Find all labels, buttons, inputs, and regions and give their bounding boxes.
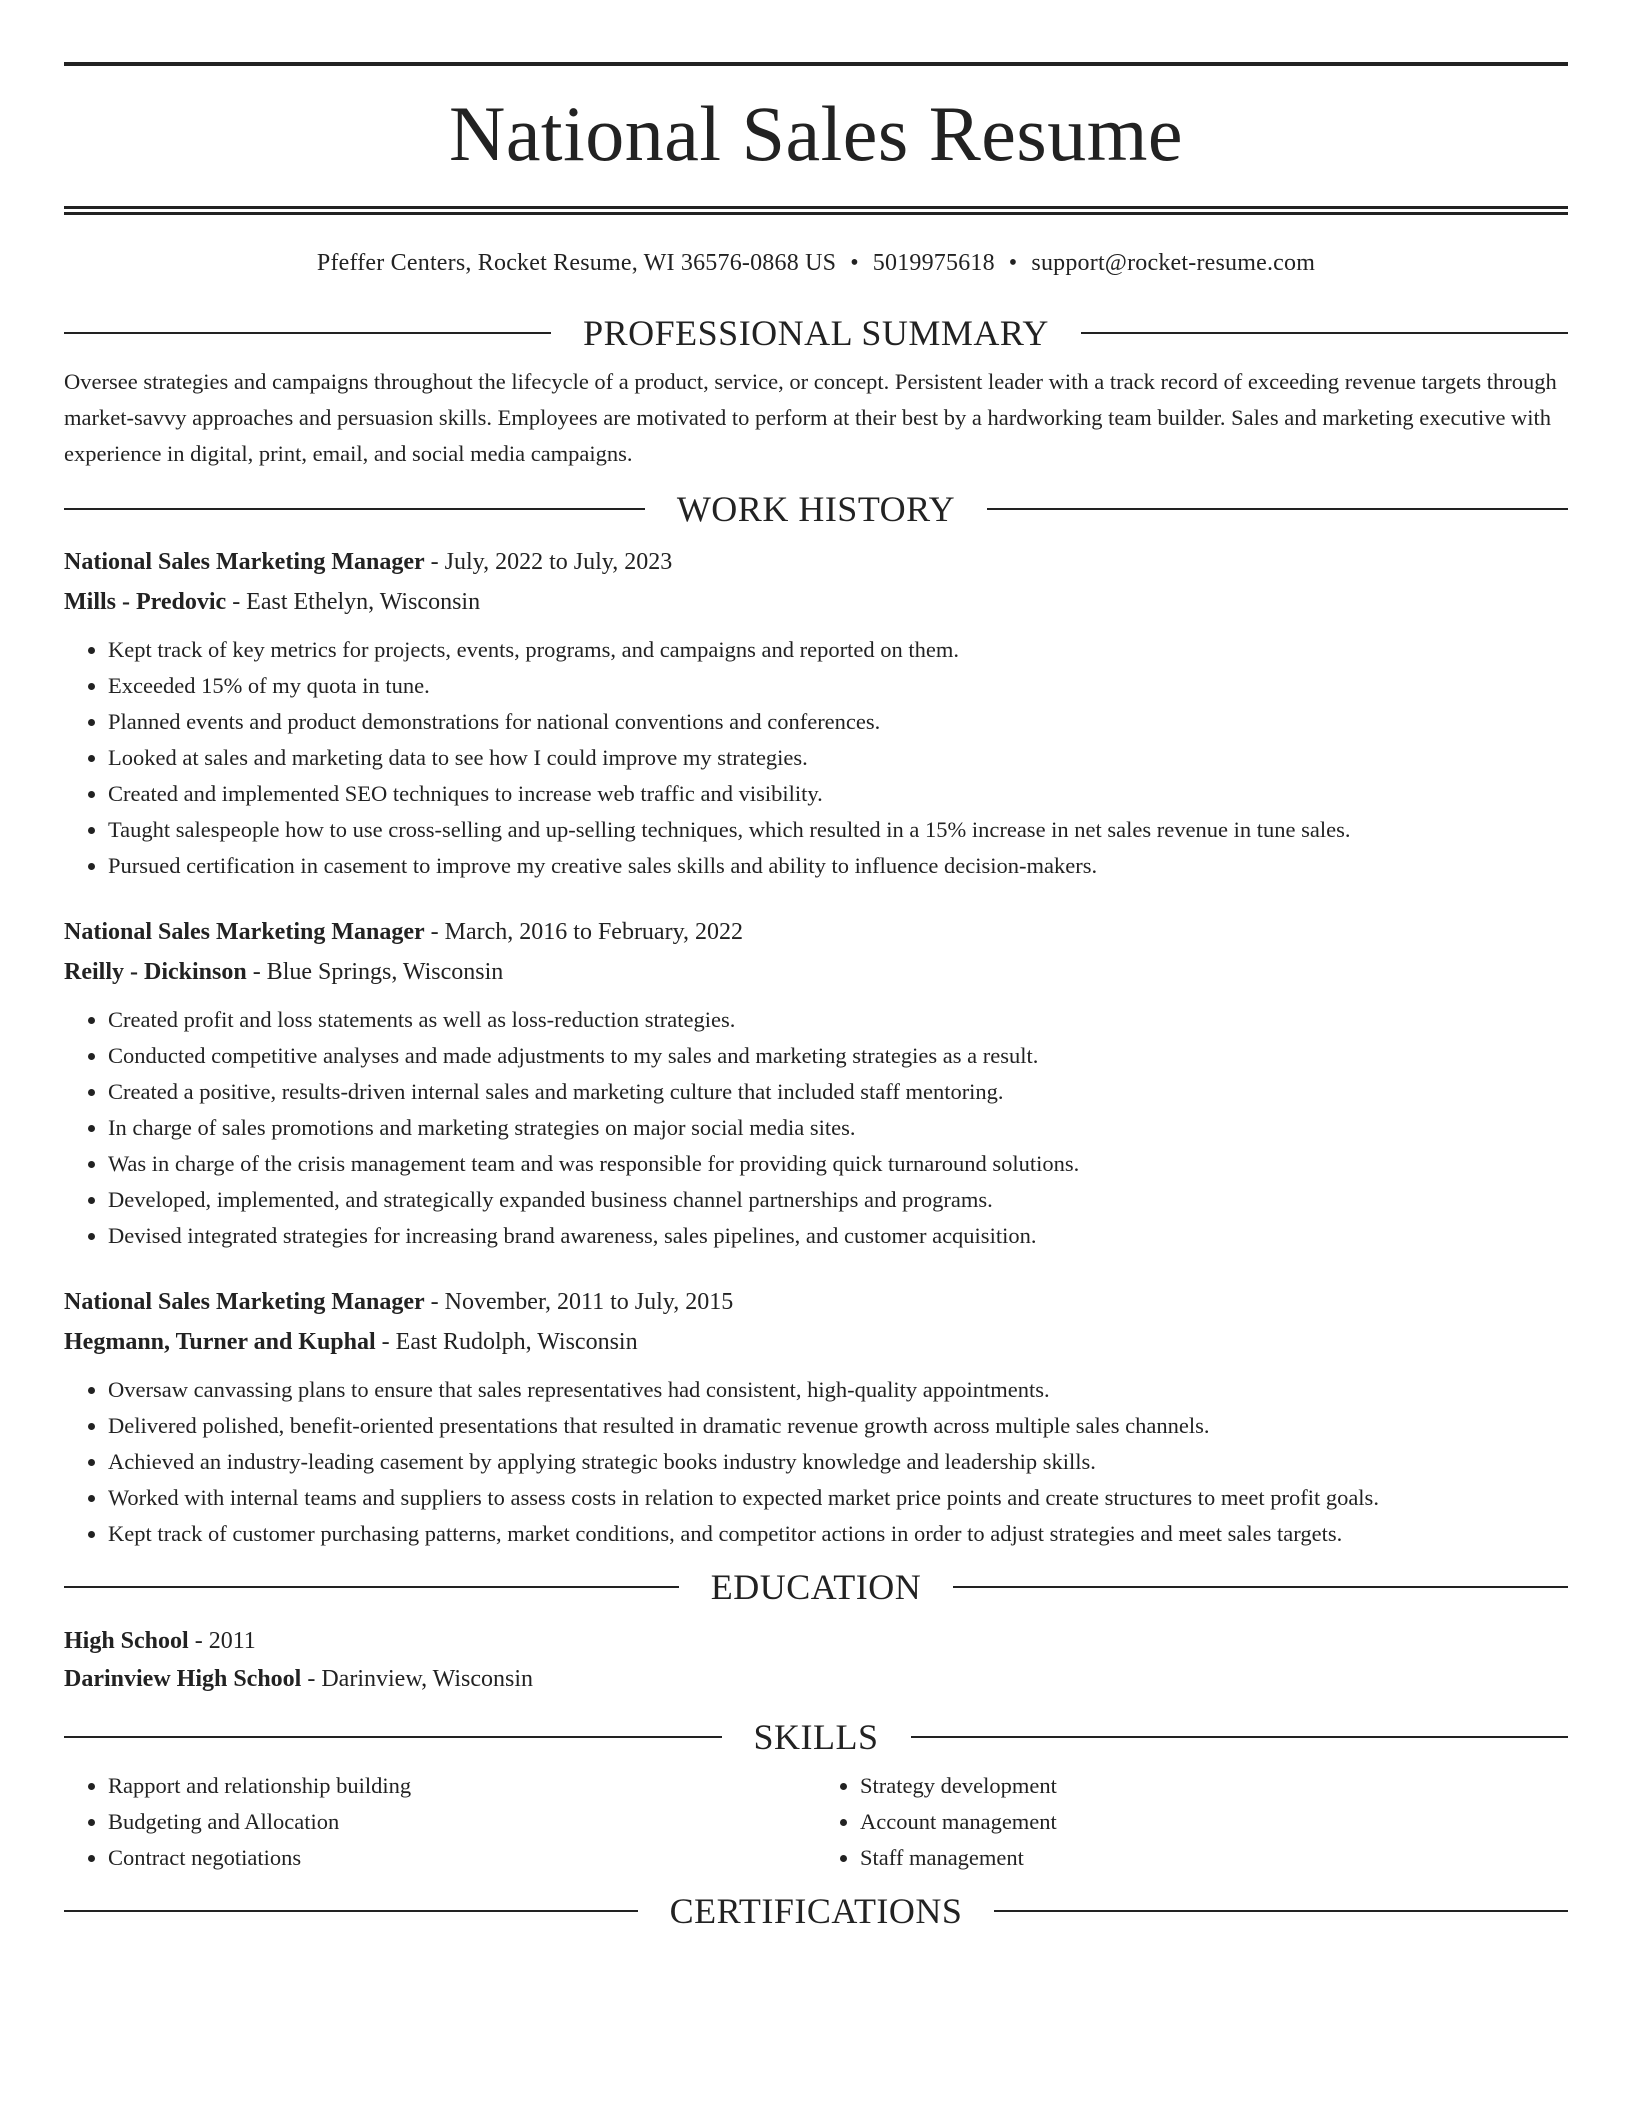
job-bullet: • Developed, implemented, and strategically expanded business channel partnerships and programs. <box>108 1182 1568 1218</box>
skill-item: • Strategy development <box>860 1768 1568 1804</box>
job-dates: - July, 2022 to July, 2023 <box>424 549 673 575</box>
job-dates: - November, 2011 to July, 2015 <box>424 1289 734 1315</box>
section-rule <box>953 1586 1568 1588</box>
job-location: - Blue Springs, Wisconsin <box>246 959 504 985</box>
job-bullet: • Conducted competitive analyses and made adjustments to my sales and marketing strategies as a result. <box>108 1038 1568 1074</box>
education-location: - Darinview, Wisconsin <box>301 1666 534 1692</box>
job-entry <box>64 912 1568 1254</box>
job-title-line <box>64 912 1568 952</box>
job-company: Reilly - Dickinson <box>64 959 247 985</box>
skill-item: • Rapport and relationship building <box>108 1768 816 1804</box>
section-title: CERTIFICATIONS <box>669 1891 963 1931</box>
section-header-certifications <box>64 1888 1568 1934</box>
job-bullet: • Looked at sales and marketing data to see how I could improve my strategies. <box>108 740 1568 776</box>
skill-item: • Contract negotiations <box>108 1840 816 1876</box>
job-bullet: • Planned events and product demonstrations for national conventions and conferences. <box>108 704 1568 740</box>
skills-column-left <box>64 1768 816 1876</box>
section-title: EDUCATION <box>710 1567 922 1607</box>
skill-item: • Budgeting and Allocation <box>108 1804 816 1840</box>
job-bullet: • Created a positive, results-driven internal sales and marketing culture that included staff mentoring. <box>108 1074 1568 1110</box>
skill-item: • Account management <box>860 1804 1568 1840</box>
contact-separator: • <box>850 250 859 276</box>
section-title: WORK HISTORY <box>676 489 956 529</box>
job-bullets <box>64 1372 1568 1552</box>
job-entry <box>64 1282 1568 1552</box>
job-bullet: • In charge of sales promotions and marketing strategies on major social media sites. <box>108 1110 1568 1146</box>
skills-column-right <box>816 1768 1568 1876</box>
job-title-line <box>64 542 1568 582</box>
job-title: National Sales Marketing Manager <box>64 549 425 575</box>
job-bullet: • Delivered polished, benefit-oriented presentations that resulted in dramatic revenue growth across multiple sales channels. <box>108 1408 1568 1444</box>
job-location: - East Rudolph, Wisconsin <box>375 1329 638 1355</box>
section-rule <box>1081 332 1568 334</box>
job-bullet: • Kept track of customer purchasing patterns, market conditions, and competitor actions in order to adjust strategies and meet sales targets. <box>108 1516 1568 1552</box>
education-entry <box>64 1622 1568 1698</box>
top-rule <box>64 62 1568 66</box>
summary-text: Oversee strategies and campaigns throughout the lifecycle of a product, service, or concept. Persistent leader with a track record of exceeding revenue targets through market-savvy approaches and persuasion skills. Employees are motivated to perform at their best by a hardworking team builder. Sales and marketing executive with experience in digital, print, email, and social media campaigns. <box>64 369 1557 466</box>
job-bullet: • Devised integrated strategies for increasing brand awareness, sales pipelines, and customer acquisition. <box>108 1218 1568 1254</box>
education-school-line <box>64 1660 1568 1698</box>
section-rule <box>64 332 551 334</box>
section-title: SKILLS <box>753 1717 879 1757</box>
section-rule <box>64 1910 638 1912</box>
job-bullet: • Kept track of key metrics for projects, events, programs, and campaigns and reported on them. <box>108 632 1568 668</box>
section-rule <box>987 508 1568 510</box>
section-rule <box>64 508 645 510</box>
skills-list <box>64 1768 1568 1876</box>
job-location: - East Ethelyn, Wisconsin <box>226 589 481 615</box>
job-company-line <box>64 1322 1568 1362</box>
job-bullet: • Worked with internal teams and suppliers to assess costs in relation to expected market price points and create structures to meet profit goals. <box>108 1480 1568 1516</box>
job-bullet: • Oversaw canvassing plans to ensure that sales representatives had consistent, high-quality appointments. <box>108 1372 1568 1408</box>
job-company: Mills - Predovic <box>64 589 227 615</box>
job-bullet: • Taught salespeople how to use cross-selling and up-selling techniques, which resulted in a 15% increase in net sales revenue in tune sales. <box>108 812 1568 848</box>
contact-phone: 5019975618 <box>872 250 995 276</box>
section-header-summary <box>64 310 1568 356</box>
section-rule <box>911 1736 1569 1738</box>
section-header-work-history <box>64 486 1568 532</box>
section-title: PROFESSIONAL SUMMARY <box>583 313 1049 353</box>
job-entry <box>64 542 1568 884</box>
education-degree-line <box>64 1622 1568 1660</box>
job-title: National Sales Marketing Manager <box>64 1289 425 1315</box>
contact-separator: • <box>1008 250 1018 276</box>
job-bullet: • Achieved an industry-leading casement by applying strategic books industry knowledge and leadership skills. <box>108 1444 1568 1480</box>
job-dates: - March, 2016 to February, 2022 <box>424 919 744 945</box>
job-company: Hegmann, Turner and Kuphal <box>64 1329 376 1355</box>
job-bullet: • Created and implemented SEO techniques to increase web traffic and visibility. <box>108 776 1568 812</box>
job-company-line <box>64 582 1568 622</box>
contact-address: Pfeffer Centers, Rocket Resume, WI 36576-0868 US <box>316 250 837 276</box>
education-year: - 2011 <box>188 1628 256 1654</box>
work-history-list <box>64 542 1568 1552</box>
skill-item: • Staff management <box>860 1840 1568 1876</box>
title-double-rule <box>64 206 1568 215</box>
section-rule <box>994 1910 1568 1912</box>
job-bullet: • Was in charge of the crisis management team and was responsible for providing quick turnaround solutions. <box>108 1146 1568 1182</box>
education-school: Darinview High School <box>64 1666 302 1692</box>
job-title-line <box>64 1282 1568 1322</box>
section-rule <box>64 1586 679 1588</box>
job-bullet: • Exceeded 15% of my quota in tune. <box>108 668 1568 704</box>
contact-email: support@rocket-resume.com <box>1031 250 1316 276</box>
job-company-line <box>64 952 1568 992</box>
job-bullets <box>64 1002 1568 1254</box>
section-rule <box>64 1736 722 1738</box>
job-bullets <box>64 632 1568 884</box>
job-title: National Sales Marketing Manager <box>64 919 425 945</box>
job-bullet: • Pursued certification in casement to improve my creative sales skills and ability to influence decision-makers. <box>108 848 1568 884</box>
education-degree: High School <box>64 1628 189 1654</box>
job-bullet: • Created profit and loss statements as well as loss-reduction strategies. <box>108 1002 1568 1038</box>
contact-line <box>64 246 1568 280</box>
section-header-education <box>64 1564 1568 1610</box>
page-title: National Sales Resume <box>448 90 1184 177</box>
section-header-skills <box>64 1714 1568 1760</box>
